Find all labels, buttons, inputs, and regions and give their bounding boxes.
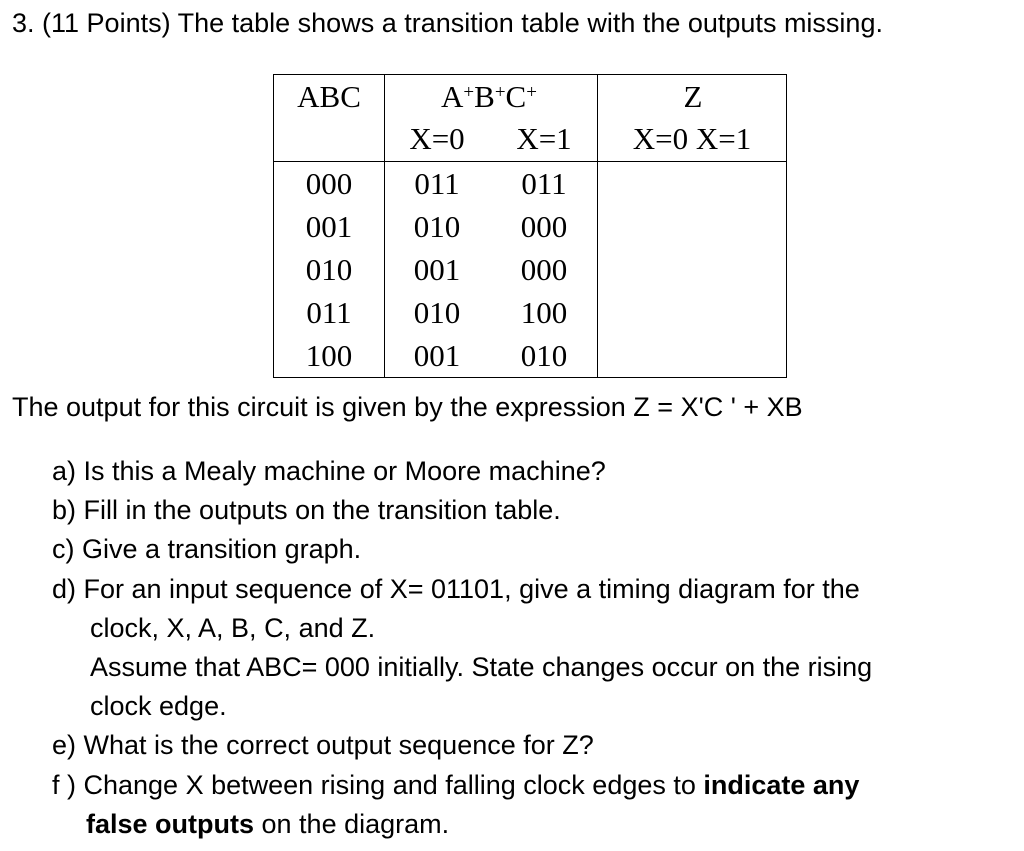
row-next-x0: 001: [413, 252, 461, 287]
row-state: 100: [305, 338, 353, 373]
part-e: e) What is the correct output sequence for Z?: [52, 730, 594, 761]
part-b: b) Fill in the outputs on the transition table.: [52, 495, 561, 526]
part-a: a) Is this a Mealy machine or Moore machine?: [52, 456, 606, 486]
row-state: 011: [306, 295, 352, 330]
header-z: Z: [683, 79, 703, 114]
row-next-x1: 000: [520, 252, 568, 287]
table-divider: [384, 75, 385, 377]
part-f-line-1: f ) Change X between rising and falling clock edges to indicate any: [52, 769, 860, 800]
subheader-x1: X=1: [516, 121, 572, 156]
row-next-x1: 010: [520, 338, 568, 373]
row-next-x1: 011: [521, 166, 567, 201]
part-d-line-2: clock, X, A, B, C, and Z.: [90, 612, 376, 643]
part-f-line-2: false outputs on the diagram.: [86, 808, 450, 839]
row-next-x0: 001: [413, 338, 461, 373]
transition-table: [273, 74, 787, 378]
row-next-x0: 010: [413, 295, 461, 330]
part-d-line-3: Assume that ABC= 000 initially. State changes occur on the rising: [90, 652, 873, 683]
header-abc: ABC: [297, 79, 361, 114]
row-next-x0: 011: [414, 166, 460, 201]
subheader-z-x: X=0 X=1: [632, 121, 752, 156]
row-next-x1: 000: [520, 209, 568, 244]
row-next-x1: 100: [520, 295, 568, 330]
row-state: 001: [305, 209, 353, 244]
part-c: c) Give a transition graph.: [52, 534, 362, 565]
question-parts: [52, 452, 1012, 844]
part-d-line-1: d) For an input sequence of X= 01101, give a timing diagram for the: [52, 573, 860, 604]
table-divider: [597, 75, 598, 377]
row-state: 000: [305, 166, 353, 201]
row-next-x0: 010: [413, 209, 461, 244]
row-state: 010: [305, 252, 353, 287]
header-next-state: A+B+C+: [441, 79, 537, 114]
output-expression: The output for this circuit is given by the expression Z = X'C ' + XB: [12, 392, 803, 422]
part-d-line-4: clock edge.: [90, 691, 227, 722]
table-divider: [274, 161, 786, 162]
question-title: 3. (11 Points) The table shows a transition table with the outputs missing.: [12, 8, 883, 38]
subheader-x0: X=0: [409, 121, 465, 156]
